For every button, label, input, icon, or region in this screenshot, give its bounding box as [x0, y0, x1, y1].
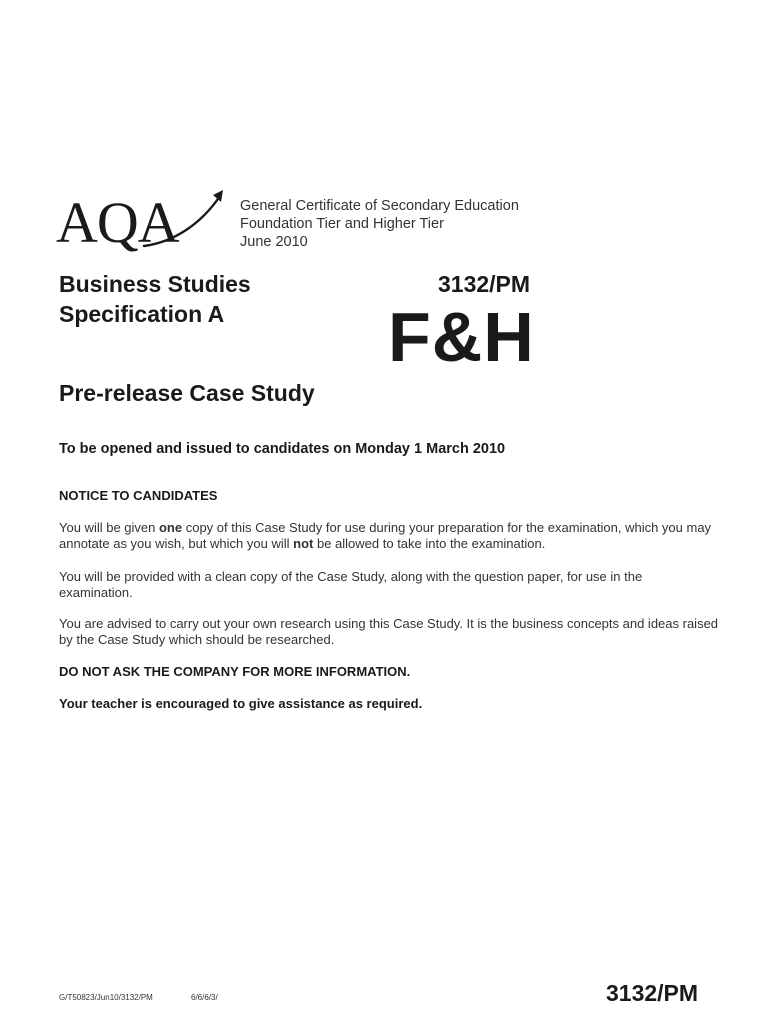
subject-name: Business Studies — [59, 271, 251, 297]
aqa-logo-graphic — [56, 186, 228, 252]
aqa-logo — [56, 186, 228, 252]
notice-paragraph-copy — [59, 520, 719, 552]
tier-code: F&H — [388, 298, 535, 376]
notice-paragraph-copy-part: copy of this Case Study for use during your preparation for the examination, which you may annotate as you wish, but which you will — [59, 520, 712, 551]
exam-session: June 2010 — [240, 234, 308, 250]
notice-emphasis-not: not — [293, 536, 314, 551]
tier-description: Foundation Tier and Higher Tier — [240, 216, 444, 232]
footer-reference: G/T50823/Jun10/3132/PM — [59, 993, 153, 1002]
aqa-logo-text: AQA — [56, 190, 179, 252]
notice-paragraph-copy-part: be allowed to take into the examination. — [313, 536, 546, 551]
notice-paragraph-copy-part: You will be given — [59, 520, 159, 535]
subject-specification: Specification A — [59, 301, 225, 327]
notice-paragraph-research: You are advised to carry out your own research using this Case Study. It is the business concepts and ideas raised by the Case Study which should be researched. — [59, 616, 719, 647]
footer-job-number: 6/6/6/3/ — [191, 993, 218, 1002]
paper-code: 3132/PM — [438, 271, 531, 297]
footer-paper-code: 3132/PM — [606, 980, 699, 1006]
issue-date-line: To be opened and issued to candidates on Monday 1 March 2010 — [59, 441, 506, 457]
notice-paragraph-clean-copy: You will be provided with a clean copy of the Case Study, along with the question paper, for use in the examination. — [59, 569, 643, 600]
notice-warning-company: DO NOT ASK THE COMPANY FOR MORE INFORMATION. — [59, 664, 411, 679]
notice-emphasis-one: one — [158, 520, 183, 535]
notice-heading: NOTICE TO CANDIDATES — [59, 488, 218, 503]
document-title: Pre-release Case Study — [59, 380, 315, 406]
qualification-title: General Certificate of Secondary Education — [240, 198, 519, 214]
notice-teacher-assistance: Your teacher is encouraged to give assistance as required. — [59, 696, 423, 711]
